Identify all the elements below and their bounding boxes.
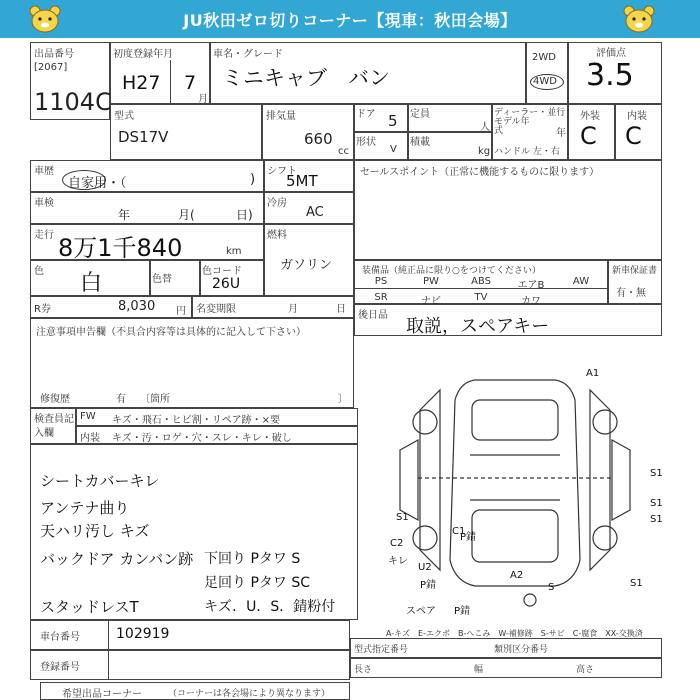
equip-item: エアB <box>517 280 545 291</box>
doc-day: 日 <box>336 304 346 315</box>
repair-close: 〕 <box>338 394 348 405</box>
diagram-mark: S1 <box>650 468 663 479</box>
doc-month: 月 <box>288 304 298 315</box>
diagram-mark: U2 <box>418 562 432 573</box>
handle-label: ハンドル 左・右 <box>494 147 560 157</box>
diagram-mark: S1 <box>396 512 409 523</box>
hand-note-right: 下回り Pタワ S <box>204 551 301 567</box>
repair-place: 〔箇所 <box>140 394 170 405</box>
recycle-box <box>30 296 192 318</box>
header-title: JU秋田ゼロ切りコーナー【現車：秋田会場】 <box>183 11 517 30</box>
divider <box>170 60 171 104</box>
equip-item: AW <box>572 276 590 287</box>
drive-2wd: 2WD <box>532 52 556 63</box>
sticker-label: 型式指定番号 <box>354 645 409 655</box>
hand-note-right: キズ．U．S．錆粉付 <box>204 599 336 615</box>
shift-label: シフト <box>267 166 297 177</box>
size-row <box>350 658 662 678</box>
color-code-label: 色コード <box>202 266 242 277</box>
repair-label: 修復歴 <box>40 394 70 405</box>
use-value: 自家用・（ <box>68 176 127 191</box>
fw-label: FW <box>80 411 96 422</box>
diagram-mark: C1 <box>452 526 466 537</box>
km-unit: km <box>226 246 242 257</box>
dealer-label: ディーラー・並行 <box>494 108 566 118</box>
displacement: 660 <box>304 130 333 148</box>
int-label: 内装 <box>627 111 647 122</box>
person-unit: 人 <box>480 122 490 133</box>
mascot-bear-icon <box>622 4 656 34</box>
shaken-month: 月( <box>178 208 195 222</box>
month-suffix: 月 <box>198 94 208 105</box>
diagram-mark: スペア <box>406 606 436 617</box>
equip-label: 装備品（純正品に限り○をつけてください） <box>362 266 541 276</box>
color-label: 色 <box>34 266 44 277</box>
first-reg-year: H27 <box>122 72 161 94</box>
shift: 5MT <box>286 172 318 190</box>
diagram-mark: P錆 <box>420 580 437 591</box>
model: DS17V <box>118 128 169 146</box>
hand-note: 天ハリ汚し キズ <box>40 522 150 540</box>
notes-label: 注意事項申告欄（不具合内容等は具体的に記入して下さい） <box>36 327 306 338</box>
equip-item: ABS <box>471 276 491 287</box>
first-reg-month: 7 <box>184 72 197 94</box>
length-label: 長さ <box>354 665 373 675</box>
after-value: 取説，スペアキー <box>406 316 550 337</box>
diagram-mark: S1 <box>630 578 643 589</box>
class-label: 類別区分番号 <box>494 645 549 655</box>
ext-grade: C <box>580 122 597 150</box>
cc-unit: cc <box>338 146 349 157</box>
inspector-label: 検査員記入欄 <box>34 414 74 439</box>
hand-note: シートカバーキレ <box>40 472 160 490</box>
warranty-value: 有・無 <box>616 288 646 299</box>
hand-note: スタッドレスT <box>40 598 139 616</box>
shaken-label: 車検 <box>34 198 54 209</box>
diagram-mark: C2 <box>390 538 404 549</box>
int-grade: C <box>625 122 642 150</box>
divider <box>354 288 608 289</box>
equip-item: PS <box>374 276 388 287</box>
fw-items: キズ・飛石・ヒビ割・リペア跡・×要 <box>112 415 280 426</box>
disp-label: 排気量 <box>266 111 296 122</box>
diagram-mark: P錆 <box>454 606 471 617</box>
first-reg-label: 初度登録年月 <box>113 49 173 60</box>
diagram-mark: P錆 <box>460 532 477 543</box>
ac-label: 冷房 <box>267 198 287 209</box>
chassis-label: 車台番号 <box>40 632 80 643</box>
fuel: ガソリン <box>280 258 333 273</box>
use-label: 車歴 <box>34 166 54 177</box>
shaken-year: 年 <box>118 208 131 222</box>
repair-value: 有 <box>116 394 126 405</box>
reg-label: 登録番号 <box>40 662 80 673</box>
corner-note: （コーナーは各会場により異なります） <box>168 689 331 699</box>
sales-label: セールスポイント（正常に機能するものに限ります） <box>360 167 600 178</box>
hand-note: アンテナ曲り <box>40 499 130 517</box>
chassis: 102919 <box>116 626 170 642</box>
color-code: 26U <box>212 276 241 292</box>
diagram-mark: キレ <box>388 556 408 567</box>
name-label: 車名・グレード <box>213 49 283 60</box>
height-label: 高さ <box>576 665 595 675</box>
hand-note: バックドア カンバン跡 <box>40 550 194 568</box>
legend: A-キズ E-エクボ B-へこみ W-補修跡 S-サビ C-腐食 XX-交換済 <box>386 629 643 638</box>
recycle-label: R券 <box>34 304 51 315</box>
recycle: 8,030 <box>118 299 156 314</box>
diagram-mark: S1 <box>650 514 663 525</box>
equip-item: ナビ <box>421 296 441 307</box>
drive-4wd: 4WD <box>533 76 557 87</box>
use-close: ) <box>250 172 256 187</box>
equip-item: カワ <box>521 296 541 307</box>
load-label: 積載 <box>410 137 430 148</box>
diagram-mark: S1 <box>650 498 663 509</box>
color: 白 <box>80 271 103 296</box>
door-label: ドア <box>356 109 376 120</box>
doc-expiry-label: 名変期限 <box>196 304 236 315</box>
equip-item: SR <box>374 292 388 303</box>
kg-unit: kg <box>478 146 491 157</box>
corner-label: 希望出品コーナー <box>62 689 142 700</box>
lot-number: 1104C <box>34 88 112 116</box>
lot-small: [2067] <box>34 62 68 73</box>
width-label: 幅 <box>474 665 484 675</box>
capacity-label: 定員 <box>410 109 430 120</box>
diagram-mark: A2 <box>510 570 524 581</box>
warranty-label: 新車保証書 <box>612 266 658 276</box>
hand-note-right: 足回り Pタワ SC <box>204 575 311 591</box>
equip-item: PW <box>423 276 439 287</box>
int-row-label: 内装 <box>80 433 100 444</box>
yen-unit: 円 <box>176 306 186 317</box>
doors: 5 <box>388 112 398 130</box>
after-label: 後日品 <box>358 310 388 321</box>
car-name: ミニキャブ バン <box>222 66 390 90</box>
shaken-day: 日) <box>236 208 253 222</box>
shaken-box <box>30 192 264 224</box>
shape-label: 形状 <box>356 137 376 148</box>
diagram-mark: S <box>548 582 555 593</box>
model-label: 型式 <box>114 111 134 122</box>
score: 3.5 <box>586 58 634 93</box>
year-unit: 年 <box>556 128 566 139</box>
int-items: キズ・汚・ロゲ・穴・スレ・キレ・破し <box>112 433 292 444</box>
ac: AC <box>306 205 324 220</box>
equip-item: TV <box>474 292 488 303</box>
diagram-mark: A1 <box>586 368 600 379</box>
model-year-label: モデル年式 <box>494 117 530 136</box>
mileage: 8万1千840 <box>58 234 183 262</box>
fuel-label: 燃料 <box>267 230 287 241</box>
mascot-bear-icon <box>28 4 62 34</box>
score-label: 評価点 <box>596 48 626 59</box>
ext-label: 外装 <box>580 111 600 122</box>
mileage-label: 走行 <box>34 230 54 241</box>
lot-label: 出品番号 <box>34 49 74 60</box>
color-change-label: 色替 <box>152 274 172 285</box>
shape: V <box>390 144 397 155</box>
